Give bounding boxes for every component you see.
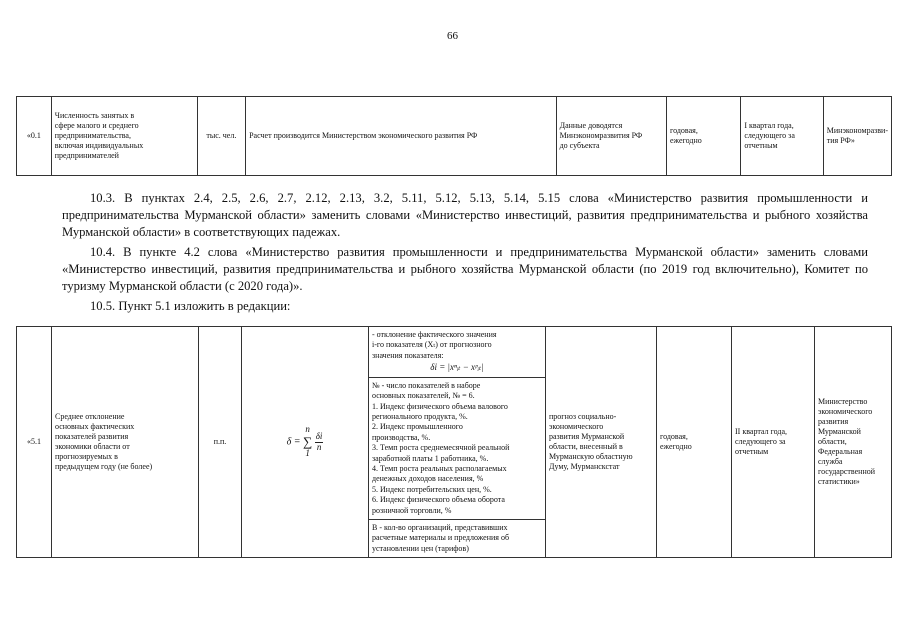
formula-lhs: δ =: [286, 436, 301, 448]
table-row: [17, 97, 892, 176]
formula-fraction: $\frac{\delta i}{n}$: [315, 430, 323, 452]
organizations-description: В - кол-во организаций, представивших расчетные материалы и предложения об установлении цен (тарифов): [369, 519, 545, 557]
responsible: Министерство экономического развития Мурманской области, Федеральная служба государственной статистики»: [815, 327, 892, 558]
indicator-name: Среднее отклонение основных фактических показателей развития экономики области от прогнозируемых в предыдущем году (не более): [52, 327, 199, 558]
data-source: прогноз социально- экономического развития Мурманской области, внесенный в Мурманскую областную Думу, Мурманскстат: [546, 327, 657, 558]
indicator-list: № - число показателей в наборе основных показателей, № = 6. 1. Индекс физического объема валового регионального продукта, %. 2. Индекс промышленного производства, %. 3. Темп роста среднемесячной реальной заработной платы 1 работника, %. 4. Темп роста реальных располагаемых денежных доходов населения, % 5. Индекс потребительских цен, %. 6. Индекс физического объема оборота розничной торговли, %: [369, 377, 545, 519]
sum-limits: n ∑ 1: [302, 424, 313, 459]
paragraph-10-4: 10.4. В пункте 4.2 слова «Министерство развития промышленности и предпринимательства Мурманской области» заменить словами «Министерство инвестиций, развития предпринимательства и рыбного хозяйства Мурманской области (по 2019 год включительно), Комитет по туризму Мурманской области (с 2020 года)».: [62, 245, 868, 293]
formula-cell: [242, 327, 369, 558]
unit: тыс. чел.: [197, 97, 246, 176]
deadline: I квартал года, следующего за отчетным: [741, 97, 823, 176]
deadline: II квартал года, следующего за отчетным: [732, 327, 815, 558]
unit: п.п.: [199, 327, 242, 558]
deviation-formula: δi = |xⁿᵢₜ − xᵖᵢₜ|: [430, 362, 484, 373]
indicator-table-0-1: [16, 96, 892, 176]
page-number: 66: [447, 30, 458, 42]
paragraph-10-3: 10.3. В пунктах 2.4, 2.5, 2.6, 2.7, 2.12, 2.13, 3.2, 5.11, 5.12, 5.13, 5.14, 5.15 слова «Министерство развития промышленности и предпринимательства Мурманской области» заменить словами «Министерство инвестиций, развития предпринимательства и рыбного хозяйства Мурманской области» в соответствующих падежах.: [62, 191, 868, 239]
table-row: [17, 327, 892, 558]
periodicity: годовая, ежегодно: [657, 327, 732, 558]
paragraph-10-5: 10.5. Пункт 5.1 изложить в редакции:: [90, 299, 291, 313]
responsible: Минэкономразви- тия РФ»: [823, 97, 891, 176]
deviation-description: - отклонение фактического значения i-го показателя (Xₜ) от прогнозного значения показателя: δi = |xⁿᵢₜ − xᵖᵢₜ|: [369, 327, 545, 377]
indicator-table-5-1: [16, 326, 892, 558]
calculation-method: Расчет производится Министерством экономического развития РФ: [246, 97, 557, 176]
data-source: Данные доводятся Минэкономразвития РФ до субъекта: [556, 97, 666, 176]
indicator-name: Численность занятых в сфере малого и среднего предпринимательства, включая индивидуальных предпринимателей: [51, 97, 197, 176]
sigma-symbol: ∑: [302, 433, 313, 449]
variables-description: [369, 327, 546, 558]
row-number: «5.1: [17, 327, 52, 558]
row-number: «0.1: [17, 97, 52, 176]
periodicity: годовая, ежегодно: [667, 97, 741, 176]
